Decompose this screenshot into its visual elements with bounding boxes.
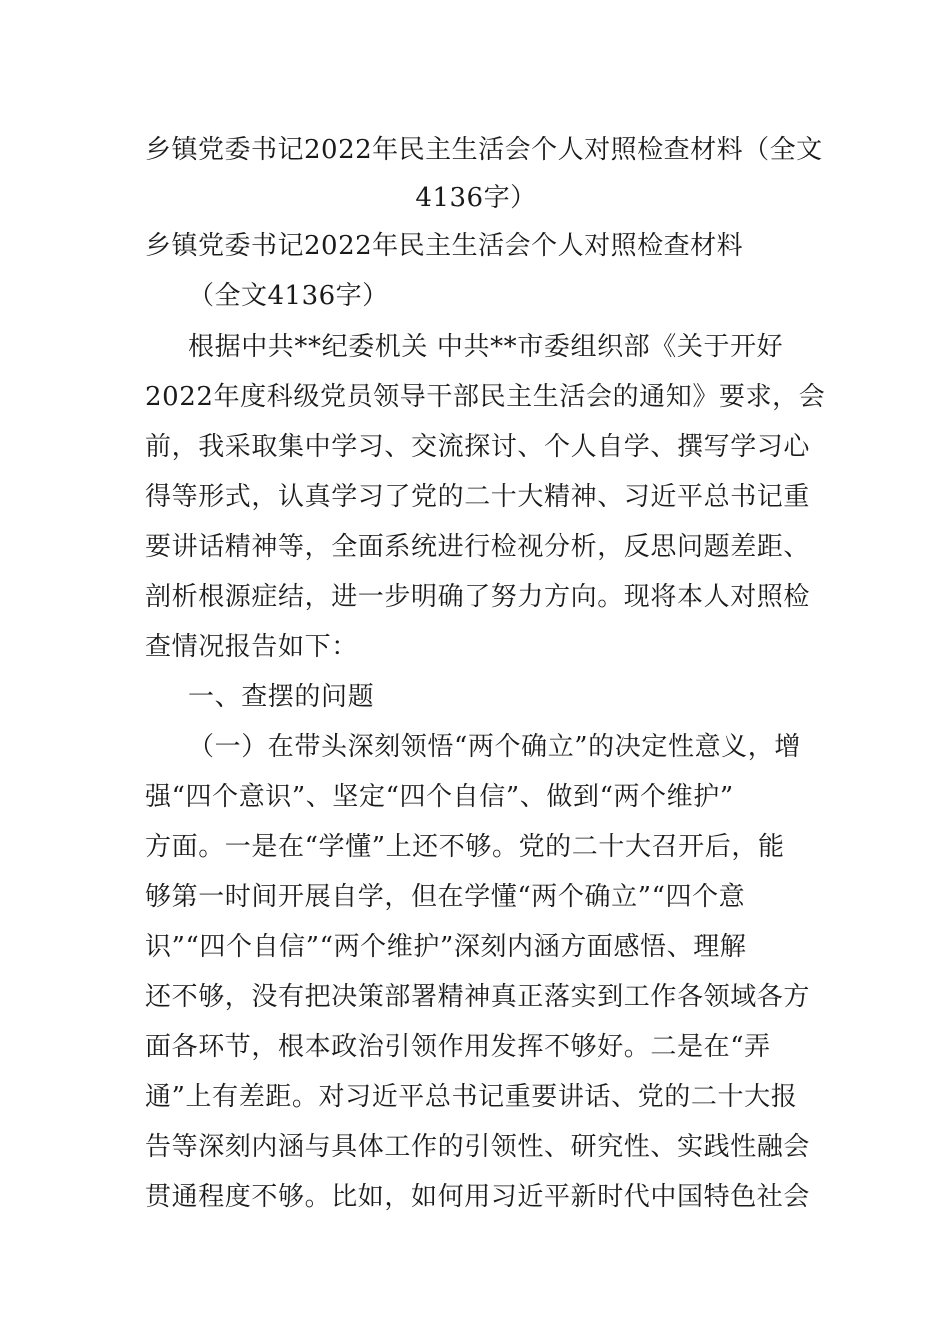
- intro-paragraph-line: 查情况报告如下：: [145, 632, 358, 662]
- section1-paragraph-line: 够第一时间开展自学，但在学懂“两个确立”“四个意: [145, 882, 746, 912]
- intro-paragraph-line: 要讲话精神等，全面系统进行检视分析，反思问题差距、: [145, 532, 811, 562]
- document-title-line-2: 4136字）: [415, 183, 537, 213]
- section1-paragraph-line: 面各环节，根本政治引领作用发挥不够好。二是在“弄: [145, 1032, 771, 1062]
- intro-paragraph-line: 得等形式，认真学习了党的二十大精神、习近平总书记重: [145, 482, 811, 512]
- section1-paragraph-line: 方面。一是在“学懂”上还不够。党的二十大召开后，能: [145, 832, 785, 862]
- intro-paragraph-line: 2022年度科级党员领导干部民主生活会的通知》要求，会: [145, 382, 826, 412]
- section1-paragraph-line: 告等深刻内涵与具体工作的引领性、研究性、实践性融会: [145, 1132, 811, 1162]
- section1-paragraph-line: 还不够，没有把决策部署精神真正落实到工作各领域各方: [145, 982, 811, 1012]
- section1-paragraph-line: 贯通程度不够。比如，如何用习近平新时代中国特色社会: [145, 1182, 811, 1212]
- intro-paragraph-line: 前，我采取集中学习、交流探讨、个人自学、撰写学习心: [145, 432, 811, 462]
- section1-paragraph-line: 识”“四个自信”“两个维护”深刻内涵方面感悟、理解: [145, 932, 747, 962]
- document-title-line-1: 乡镇党委书记2022年民主生活会个人对照检查材料（全文: [145, 135, 823, 165]
- document-subtitle: 乡镇党委书记2022年民主生活会个人对照检查材料: [145, 231, 744, 261]
- fulltext-note: （全文4136字）: [188, 281, 389, 311]
- intro-paragraph-line: 剖析根源症结，进一步明确了努力方向。现将本人对照检: [145, 582, 811, 612]
- intro-paragraph-line: 根据中共**纪委机关 中共**市委组织部《关于开好: [188, 332, 784, 362]
- section1-paragraph-line: 通”上有差距。对习近平总书记重要讲话、党的二十大报: [145, 1082, 798, 1112]
- section1-paragraph-line: （一）在带头深刻领悟“两个确立”的决定性意义，增: [188, 732, 801, 762]
- section1-paragraph-line: 强“四个意识”、坚定“四个自信”、做到“两个维护”: [145, 782, 734, 812]
- section-heading: 一、查摆的问题: [188, 682, 375, 712]
